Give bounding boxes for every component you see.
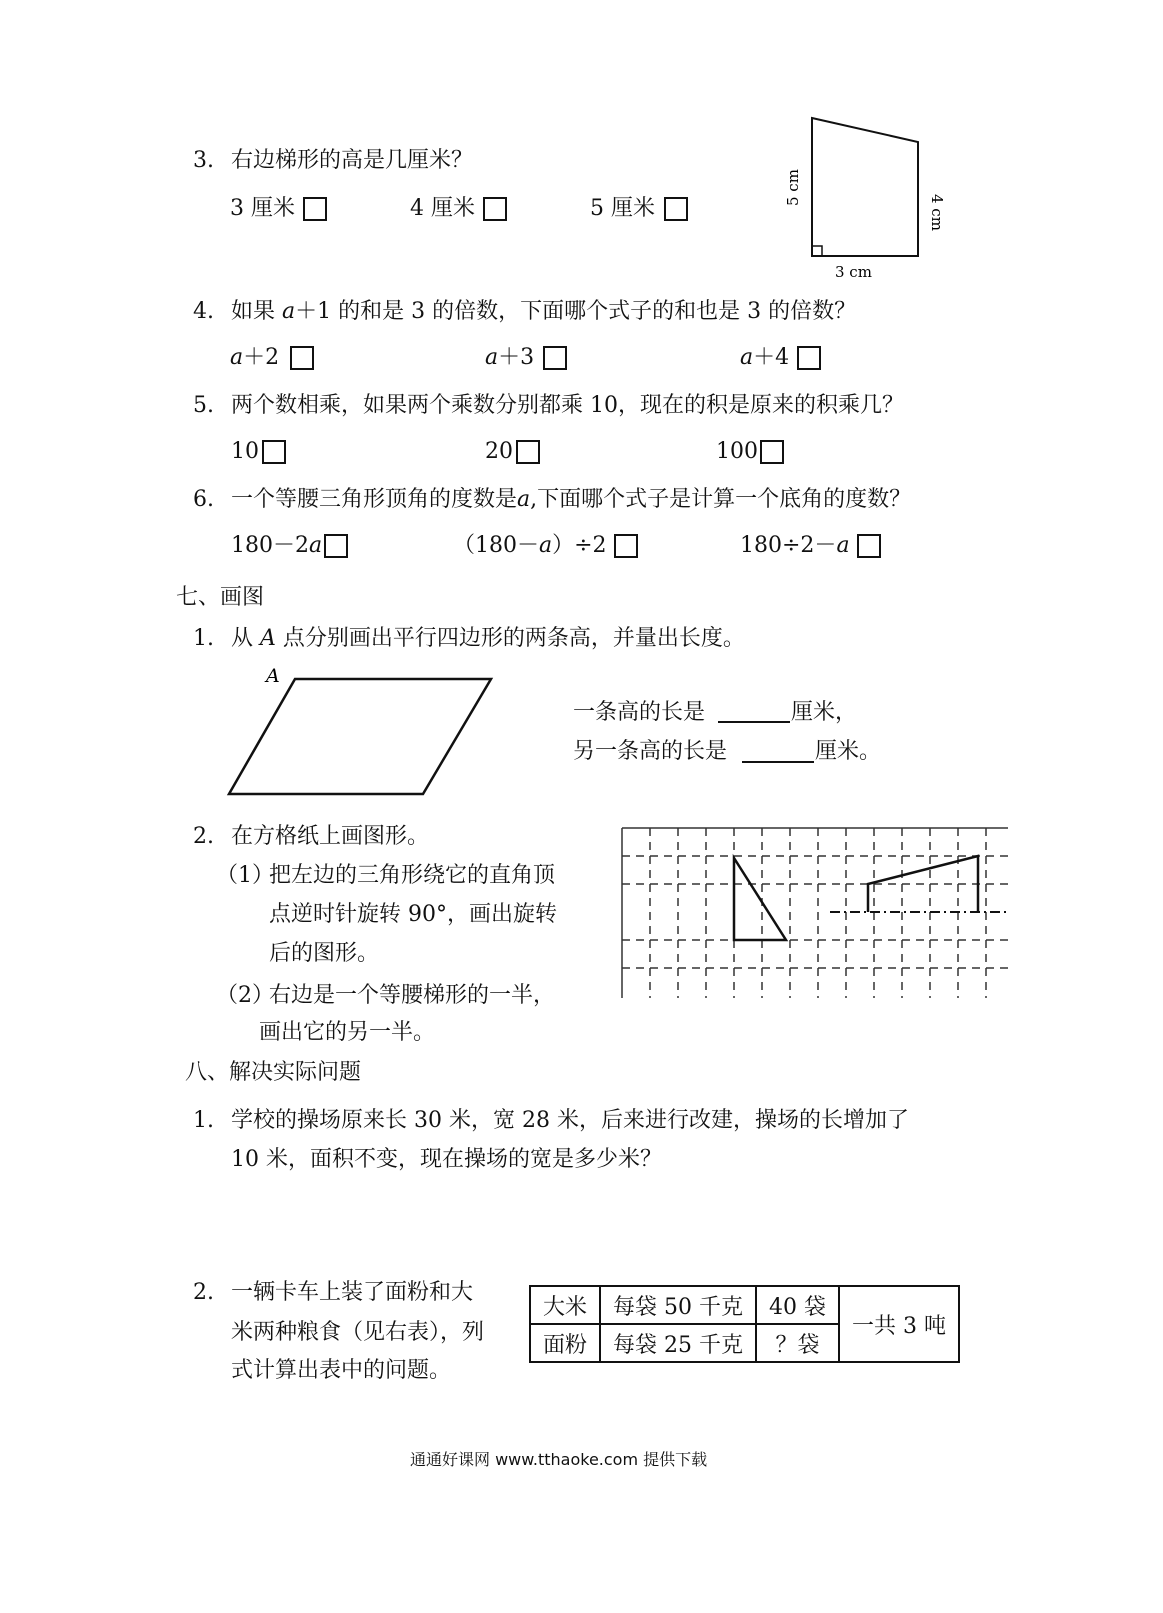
- q6-option-1-checkbox[interactable]: [324, 534, 348, 558]
- s8-q2-line2: 米两种粮食（见右表），列: [231, 1320, 485, 1345]
- q4-option-1-label: a＋2: [230, 345, 280, 370]
- table-total-cell: 一共 3 吨: [839, 1286, 959, 1362]
- q3-option-1-label: 3 厘米: [230, 196, 295, 221]
- q5-option-1-label: 10: [231, 439, 259, 464]
- s8-q2-line1: 一辆卡车上装了面粉和大: [231, 1280, 474, 1305]
- table-cell: 40 袋: [756, 1286, 839, 1324]
- q3-option-2-checkbox[interactable]: [483, 197, 507, 221]
- s7-q2-part1-line3: 后的图形。: [269, 941, 380, 966]
- table-row: [530, 1286, 959, 1324]
- height-1-blank[interactable]: [718, 721, 790, 723]
- s7-q2-part1-number: （1）: [216, 863, 274, 888]
- q6-option-1-label: 180－2a: [231, 533, 323, 558]
- table-cell: 大米: [530, 1286, 600, 1324]
- q5-question: 两个数相乘，如果两个乘数分别都乘 10，现在的积是原来的积乘几？: [231, 393, 904, 418]
- s7-q2-part2-number: （2）: [216, 983, 274, 1008]
- grid-paper[interactable]: [620, 826, 1008, 998]
- q5-option-1-checkbox[interactable]: [262, 440, 286, 464]
- q6-option-3-label: 180÷2－a: [740, 533, 850, 558]
- table-cell: 面粉: [530, 1324, 600, 1362]
- q3-option-1-checkbox[interactable]: [303, 197, 327, 221]
- q6-number: 6.: [193, 487, 214, 512]
- q3-option-2-label: 4 厘米: [410, 196, 475, 221]
- q3-option-3-checkbox[interactable]: [664, 197, 688, 221]
- parallelogram-shape: [229, 679, 491, 794]
- s7-q2-part1-line2: 点逆时针旋转 90°，画出旋转: [269, 902, 557, 927]
- s8-q1-number: 1.: [193, 1108, 214, 1133]
- q5-option-2-label: 20: [485, 439, 513, 464]
- s8-q2-line3: 式计算出表中的问题。: [231, 1358, 452, 1383]
- right-triangle: [734, 858, 786, 940]
- s7-q2-part2-line2: 画出它的另一半。: [259, 1020, 436, 1045]
- grain-table: [529, 1285, 960, 1363]
- q3-question: 右边梯形的高是几厘米？: [231, 148, 474, 173]
- q4-option-1-checkbox[interactable]: [290, 346, 314, 370]
- q5-number: 5.: [193, 393, 214, 418]
- s7-q2-number: 2.: [193, 824, 214, 849]
- q6-option-2-checkbox[interactable]: [614, 534, 638, 558]
- q6-question: 一个等腰三角形顶角的度数是a,下面哪个式子是计算一个底角的度数？: [231, 487, 912, 512]
- s7-q2-part2-line1: 右边是一个等腰梯形的一半，: [269, 983, 556, 1008]
- trapezoid-shape: [812, 118, 918, 256]
- q3-trapezoid-figure: [780, 110, 950, 290]
- q4-option-3-label: a＋4: [740, 345, 790, 370]
- trapezoid-right-label: 4 cm: [928, 194, 946, 231]
- height-1-text: 一条高的长是: [573, 700, 706, 725]
- q4-option-2-checkbox[interactable]: [543, 346, 567, 370]
- section-7-title: 七、画图: [176, 585, 265, 610]
- trapezoid-bottom-label: 3 cm: [835, 263, 872, 281]
- q4-option-2-label: a＋3: [485, 345, 535, 370]
- s7-q2-text: 在方格纸上画图形。: [231, 824, 430, 849]
- table-cell: ？袋: [756, 1324, 839, 1362]
- s8-q2-number: 2.: [193, 1280, 214, 1305]
- table-cell: 每袋 50 千克: [600, 1286, 756, 1324]
- s8-q1-line2: 10 米，面积不变，现在操场的宽是多少米？: [231, 1147, 662, 1172]
- section-8-title: 八、解决实际问题: [185, 1060, 362, 1085]
- point-a-label: A: [266, 665, 280, 687]
- q6-option-2-label: （180－a）÷2: [453, 533, 607, 558]
- footer-text: 通通好课网 www.tthaoke.com 提供下载: [410, 1450, 708, 1469]
- q3-number: 3.: [193, 148, 214, 173]
- s7-q1-number: 1.: [193, 626, 214, 651]
- q4-option-3-checkbox[interactable]: [797, 346, 821, 370]
- height-2-text: 另一条高的长是: [573, 739, 728, 764]
- q5-option-3-checkbox[interactable]: [760, 440, 784, 464]
- height-2-blank[interactable]: [742, 761, 814, 763]
- height-2-unit: 厘米。: [815, 739, 882, 764]
- q5-option-3-label: 100: [716, 439, 758, 464]
- s7-q1-text: 从 A 点分别画出平行四边形的两条高，并量出长度。: [231, 626, 745, 651]
- s8-q1-line1: 学校的操场原来长 30 米，宽 28 米，后来进行改建，操场的长增加了: [231, 1108, 909, 1133]
- q5-option-2-checkbox[interactable]: [516, 440, 540, 464]
- table-cell: 每袋 25 千克: [600, 1324, 756, 1362]
- right-angle-mark: [812, 246, 822, 256]
- q4-question: 如果 a＋1 的和是 3 的倍数，下面哪个式子的和也是 3 的倍数？: [231, 299, 857, 324]
- trapezoid-left-label: 5 cm: [784, 169, 802, 206]
- parallelogram-figure: [225, 660, 505, 805]
- height-1-unit: 厘米，: [791, 700, 858, 725]
- q3-option-3-label: 5 厘米: [590, 196, 655, 221]
- q6-option-3-checkbox[interactable]: [857, 534, 881, 558]
- q4-number: 4.: [193, 299, 214, 324]
- s7-q2-part1-line1: 把左边的三角形绕它的直角顶: [269, 863, 556, 888]
